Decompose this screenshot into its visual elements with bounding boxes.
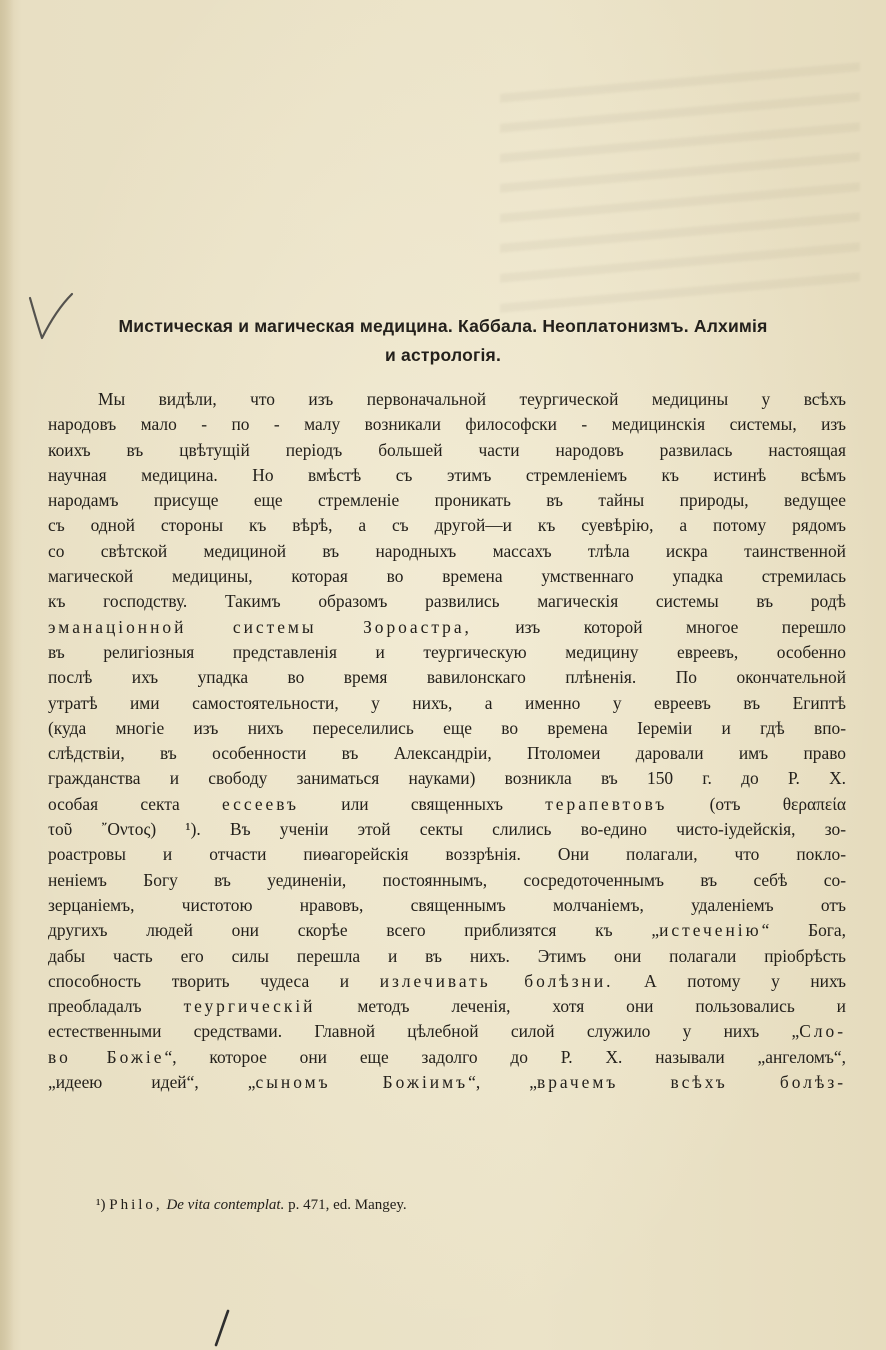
footnote-author: Philo, (109, 1197, 163, 1213)
footnote-marker: ¹) (96, 1197, 106, 1213)
text-line (48, 918, 846, 943)
text-line: дабы часть его силы перешла и въ нихъ. Этимъ они полагали пріобрѣсть (48, 945, 846, 966)
text-fragment: преобладалъ (48, 996, 184, 1017)
text-line: магической медицины, которая во времена умственнаго упадка стремилась (48, 566, 846, 587)
heading-line-1: Мистическая и магическая медицина. Каббала. Неоплатонизмъ. Алхимія (118, 316, 768, 336)
text-fragment: методъ леченія, хотя они пользовались и (315, 996, 846, 1017)
text-line: утратѣ ими самостоятельности, у нихъ, а именно у евреевъ въ Египтѣ (48, 692, 846, 713)
text-fragment: “, „ (468, 1072, 537, 1093)
text-line (48, 994, 846, 1019)
text-line: гражданства и свободу заниматься науками) возникла въ 150 г. до Р. Х. (48, 768, 846, 789)
text-fragment: другихъ людей они скорѣе всего приблизятся къ „ (48, 920, 660, 941)
text-fragment: особая секта (48, 793, 223, 814)
chapter-heading (40, 312, 846, 370)
text-fragment: способность творить чудеса и (48, 970, 380, 991)
text-line: роастровы и отчасти пиѳагорейскія воззрѣнія. Они полагали, что покло- (48, 844, 846, 865)
text-fragment: естественными средствами. Главной цѣлебной силой служило у нихъ „ (48, 1021, 800, 1042)
text-fragment: “, которое они еще задолго до Р. Х. называли „ангеломъ“, (164, 1046, 846, 1067)
text-line: зерцаніемъ, чистотою нравовъ, священнымъ молчаніемъ, удаленіемъ отъ (48, 894, 846, 915)
text-fragment: “ Бога, (761, 920, 846, 941)
footnote-reference: p. 471, ed. Mangey. (288, 1197, 407, 1213)
heading-line-2: и астрологія. (385, 345, 501, 365)
text-line: съ одной стороны къ вѣрѣ, а съ другой—и къ суевѣрію, а потому рядомъ (48, 515, 846, 536)
text-line: коихъ въ цвѣтущій періодъ большей части народовъ развилась настоящая (48, 439, 846, 460)
footnote (96, 1195, 796, 1215)
footnote-work-title: De vita contemplat. (166, 1197, 285, 1213)
text-line: въ религіозныя представленія и теургическую медицину евреевъ, особенно (48, 641, 846, 662)
text-line: слѣдствіи, въ особенности въ Александріи, Птоломеи даровали имъ право (48, 743, 846, 764)
spaced-term: ессеевъ (222, 793, 300, 814)
text-line: неніемъ Богу въ уединеніи, постояннымъ, сосредоточеннымъ въ себѣ со- (48, 869, 846, 890)
text-line: народамъ присуще еще стремленіе проникать въ тайны природы, ведущее (48, 490, 846, 511)
text-fragment: или священныхъ (299, 793, 546, 814)
spaced-term: врачемъ всѣхъ болѣз- (537, 1072, 846, 1093)
text-line: послѣ ихъ упадка во время вавилонскаго плѣненія. По окончательной (48, 667, 846, 688)
text-line (48, 615, 846, 640)
spaced-term: сыномъ Божіимъ (255, 1072, 469, 1093)
text-line: со свѣтской медициной въ народныхъ массахъ тлѣла искра таинственной (48, 540, 846, 561)
bleed-through-text (500, 62, 860, 313)
body-text (48, 387, 846, 1095)
spaced-term: излечивать болѣзни. (379, 970, 614, 991)
text-line (48, 1070, 846, 1095)
text-line: къ господству. Такимъ образомъ развились магическія системы въ родѣ (48, 591, 846, 612)
text-fragment: „идеею идей“, „ (48, 1072, 256, 1093)
text-fragment: (отъ θεραπεία (667, 793, 846, 814)
text-line: народовъ мало - по - малу возникали философски - медицинскія системы, изъ (48, 414, 846, 435)
text-line (48, 1019, 846, 1044)
text-line: τοῦ ῎Οντος) ¹). Въ ученіи этой секты слились во-едино чисто-іудейскія, зо- (48, 819, 846, 840)
text-line: (куда многіе изъ нихъ переселились еще во времена Іереміи и гдѣ впо- (48, 717, 846, 738)
text-line: научная медицина. Но вмѣстѣ съ этимъ стремленіемъ къ истинѣ всѣмъ (48, 464, 846, 485)
pencil-stroke-mark-icon (212, 1308, 232, 1348)
text-line (48, 792, 846, 817)
text-fragment: А потому у нихъ (613, 970, 846, 991)
spaced-term: во Божіе (48, 1046, 165, 1067)
text-line: Мы видѣли, что изъ первоначальной теургической медицины у всѣхъ (98, 389, 846, 409)
page-edge-shadow (0, 0, 14, 1350)
spaced-term: теургическій (183, 996, 316, 1017)
spaced-term: терапевтовъ (545, 793, 668, 814)
spaced-term: истеченію (659, 920, 762, 941)
text-line (48, 1045, 846, 1070)
text-fragment: изъ которой многое перешло (471, 616, 846, 637)
text-line (48, 969, 846, 994)
spaced-term: эманаціонной системы Зороастра, (48, 616, 472, 637)
spaced-term: Сло- (799, 1021, 846, 1042)
